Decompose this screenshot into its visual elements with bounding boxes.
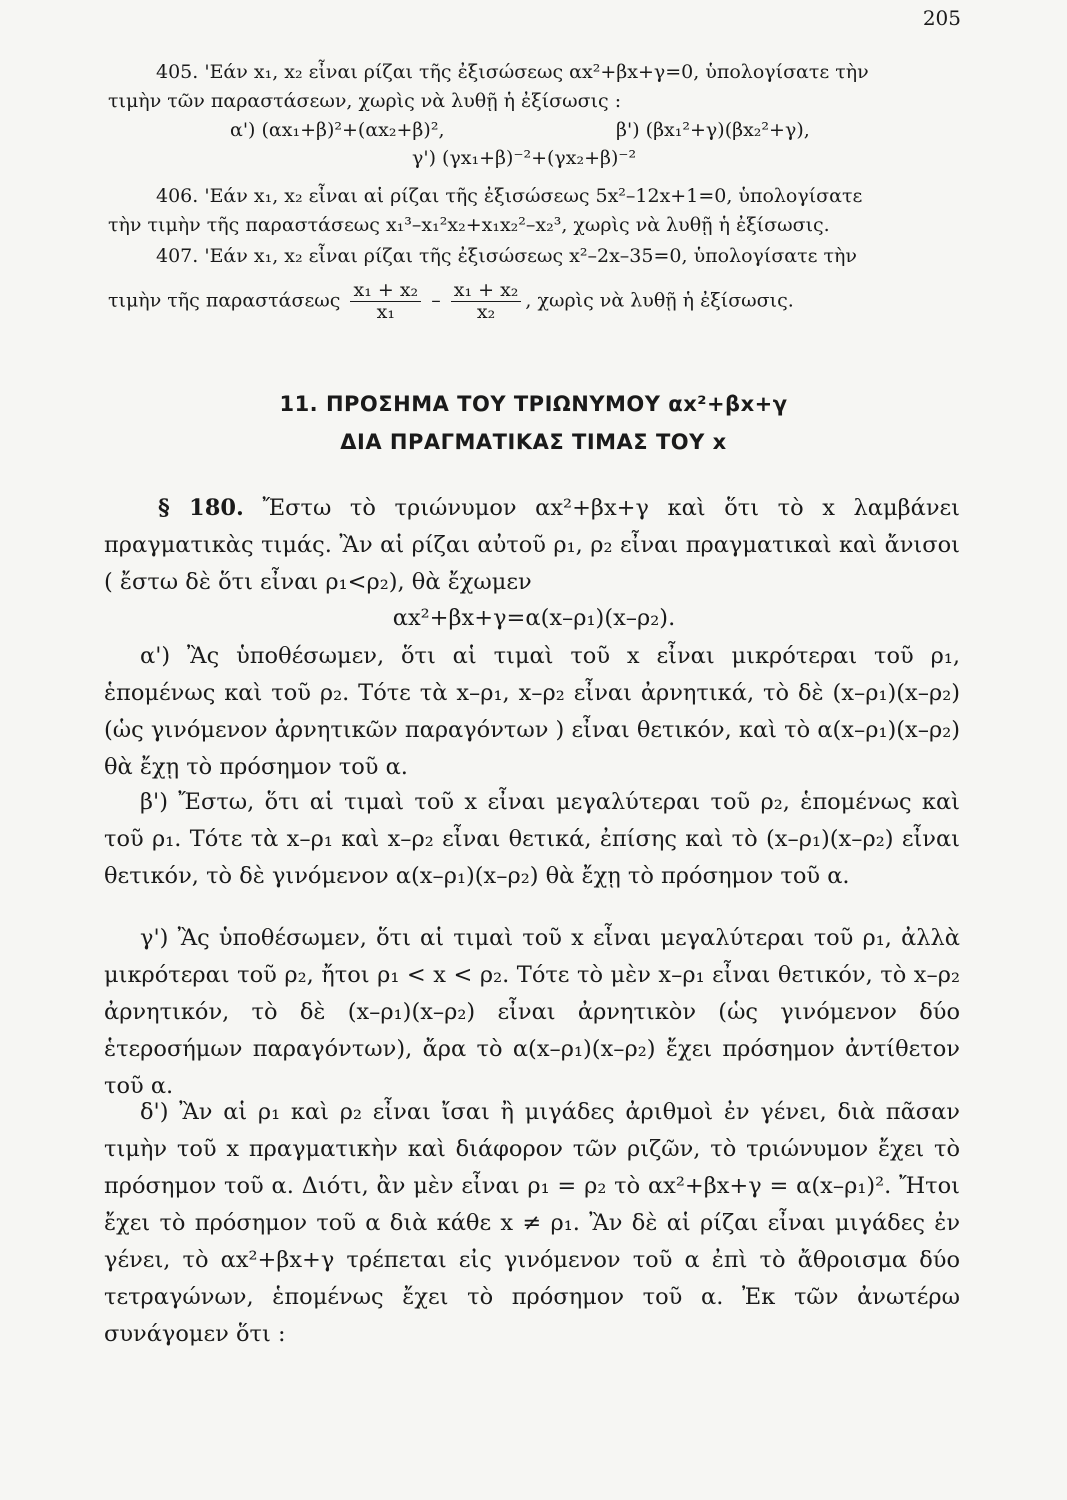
fraction-2-denominator: x₂ — [476, 300, 496, 323]
exercise-407-suffix: , χωρὶς νὰ λυθῇ ἡ ἐξίσωσις. — [525, 289, 794, 312]
exercise-405-item-b: β') (βx₁²+γ)(βx₂²+γ), — [616, 119, 810, 141]
page-number: 205 — [922, 6, 961, 30]
exercise-406-line-1: 406. 'Εάν x₁, x₂ εἶναι αἱ ρίζαι τῆς ἐξισώσεως 5x²–12x+1=0, ὑπολογίσατε — [156, 185, 863, 207]
section-title-line-2: ΔΙΑ ΠΡΑΓΜΑΤΙΚΑΣ ΤΙΜΑΣ ΤΟΥ x — [340, 430, 727, 454]
exercise-405-line-1: 405. 'Εάν x₁, x₂ εἶναι ρίζαι τῆς ἐξισώσεως αx²+βx+γ=0, ὑπολογίσατε τὴν — [156, 61, 869, 83]
fraction-1-denominator: x₁ — [376, 300, 395, 323]
paragraph-180 — [104, 490, 960, 601]
exercise-406-line-2: τὴν τιμὴν τῆς παραστάσεως x₁³–x₁²x₂+x₁x₂²–x₂³, χωρὶς νὰ λυθῇ ἡ ἐξίσωσις. — [108, 214, 830, 236]
paragraph-180-number: § 180. — [158, 495, 244, 521]
case-d-paragraph: δ') Ἂν αἱ ρ₁ καὶ ρ₂ εἶναι ἴσαι ἢ μιγάδες ἀριθμοὶ ἐν γένει, διὰ πᾶσαν τιμὴν τοῦ x πραγματικὴν καὶ διάφορον τῶν ριζῶν, τὸ τριώνυμον ἔχει τὸ πρόσημον τοῦ α. Διότι, ἂν μὲν εἶναι ρ₁ = ρ₂ τὸ αx²+βx+γ = α(x–ρ₁)². Ἤτοι ἔχει τὸ πρόσημον τοῦ α διὰ κάθε x ≠ ρ₁. Ἂν δὲ αἱ ρίζαι εἶναι μιγάδες ἐν γένει, τὸ αx²+βx+γ τρέπεται εἰς γινόμενον τοῦ α ἐπὶ τὸ ἄθροισμα δύο τετραγώνων, ἑπομένως ἔχει τὸ πρόσημον τοῦ α. Ἐκ τῶν ἀνωτέρω συνάγομεν ὅτι : — [104, 1099, 960, 1347]
case-c-paragraph: γ') Ἂς ὑποθέσωμεν, ὅτι αἱ τιμαὶ τοῦ x εἶναι μεγαλύτεραι τοῦ ρ₁, ἀλλὰ μικρότεραι τοῦ ρ₂, ἤτοι ρ₁ < x < ρ₂. Τότε τὸ μὲν x–ρ₁ εἶναι θετικόν, τὸ x–ρ₂ ἀρνητικόν, τὸ δὲ (x–ρ₁)(x–ρ₂) εἶναι ἀρνητικὸν (ὡς γινόμενον δύο ἑτεροσήμων παραγόντων), ἄρα τὸ α(x–ρ₁)(x–ρ₂) ἔχει πρόσημον ἀντίθετον τοῦ α. — [104, 925, 960, 1099]
exercise-407-line-2 — [108, 280, 794, 323]
exercise-405 — [104, 58, 964, 178]
exercise-406 — [104, 182, 964, 242]
fraction-2-numerator: x₁ + x₂ — [451, 280, 522, 302]
section-title-line-1: 11. ΠΡΟΣΗΜΑ ΤΟΥ ΤΡΙΩΝΥΜΟΥ αx²+βx+γ — [279, 392, 788, 416]
exercise-407-prefix: τιμὴν τῆς παραστάσεως — [108, 289, 341, 312]
trinomial-factorization-formula: αx²+βx+γ=α(x–ρ₁)(x–ρ₂). — [392, 605, 676, 631]
fraction-2 — [451, 280, 522, 323]
fraction-1-numerator: x₁ + x₂ — [350, 280, 421, 302]
exercise-405-line-2: τιμὴν τῶν παραστάσεων, χωρὶς νὰ λυθῇ ἡ ἐξίσωσις : — [108, 90, 622, 112]
exercise-405-item-c: γ') (γx₁+β)⁻²+(γx₂+β)⁻² — [412, 147, 637, 169]
exercise-407 — [104, 242, 964, 352]
case-b-paragraph: β') Ἔστω, ὅτι αἱ τιμαὶ τοῦ x εἶναι μεγαλύτεραι τοῦ ρ₂, ἑπομένως καὶ τοῦ ρ₁. Τότε τὰ x–ρ₁ καὶ x–ρ₂ εἶναι θετικά, ἐπίσης καὶ τὸ (x–ρ₁)(x–ρ₂) εἶναι θετικόν, τὸ δὲ γινόμενον α(x–ρ₁)(x–ρ₂) θὰ ἔχῃ τὸ πρόσημον τοῦ α. — [104, 789, 960, 889]
exercise-407-line-1: 407. 'Εάν x₁, x₂ εἶναι ρίζαι τῆς ἐξισώσεως x²–2x–35=0, ὑπολογίσατε τὴν — [156, 245, 857, 267]
exercise-405-item-a: α') (αx₁+β)²+(αx₂+β)², — [230, 119, 445, 141]
paragraph-180-text: Ἔστω τὸ τριώνυμον αx²+βx+γ καὶ ὅτι τὸ x λαμβάνει πραγματικὰς τιμάς. Ἂν αἱ ρίζαι αὐτοῦ ρ₁, ρ₂ εἶναι πραγματικαὶ καὶ ἄνισοι ( ἔστω δὲ ὅτι εἶναι ρ₁<ρ₂), θὰ ἔχωμεν — [104, 495, 960, 595]
case-a-paragraph: α') Ἂς ὑποθέσωμεν, ὅτι αἱ τιμαὶ τοῦ x εἶναι μικρότεραι τοῦ ρ₁, ἑπομένως καὶ τοῦ ρ₂. Τότε τὰ x–ρ₁, x–ρ₂ εἶναι ἀρνητικά, τὸ δὲ (x–ρ₁)(x–ρ₂) (ὡς γινόμενον ἀρνητικῶν παραγόντων ) εἶναι θετικόν, καὶ τὸ α(x–ρ₁)(x–ρ₂) θὰ ἔχῃ τὸ πρόσημον τοῦ α. — [104, 643, 960, 780]
minus-sign: – — [431, 289, 441, 312]
fraction-1 — [350, 280, 421, 323]
